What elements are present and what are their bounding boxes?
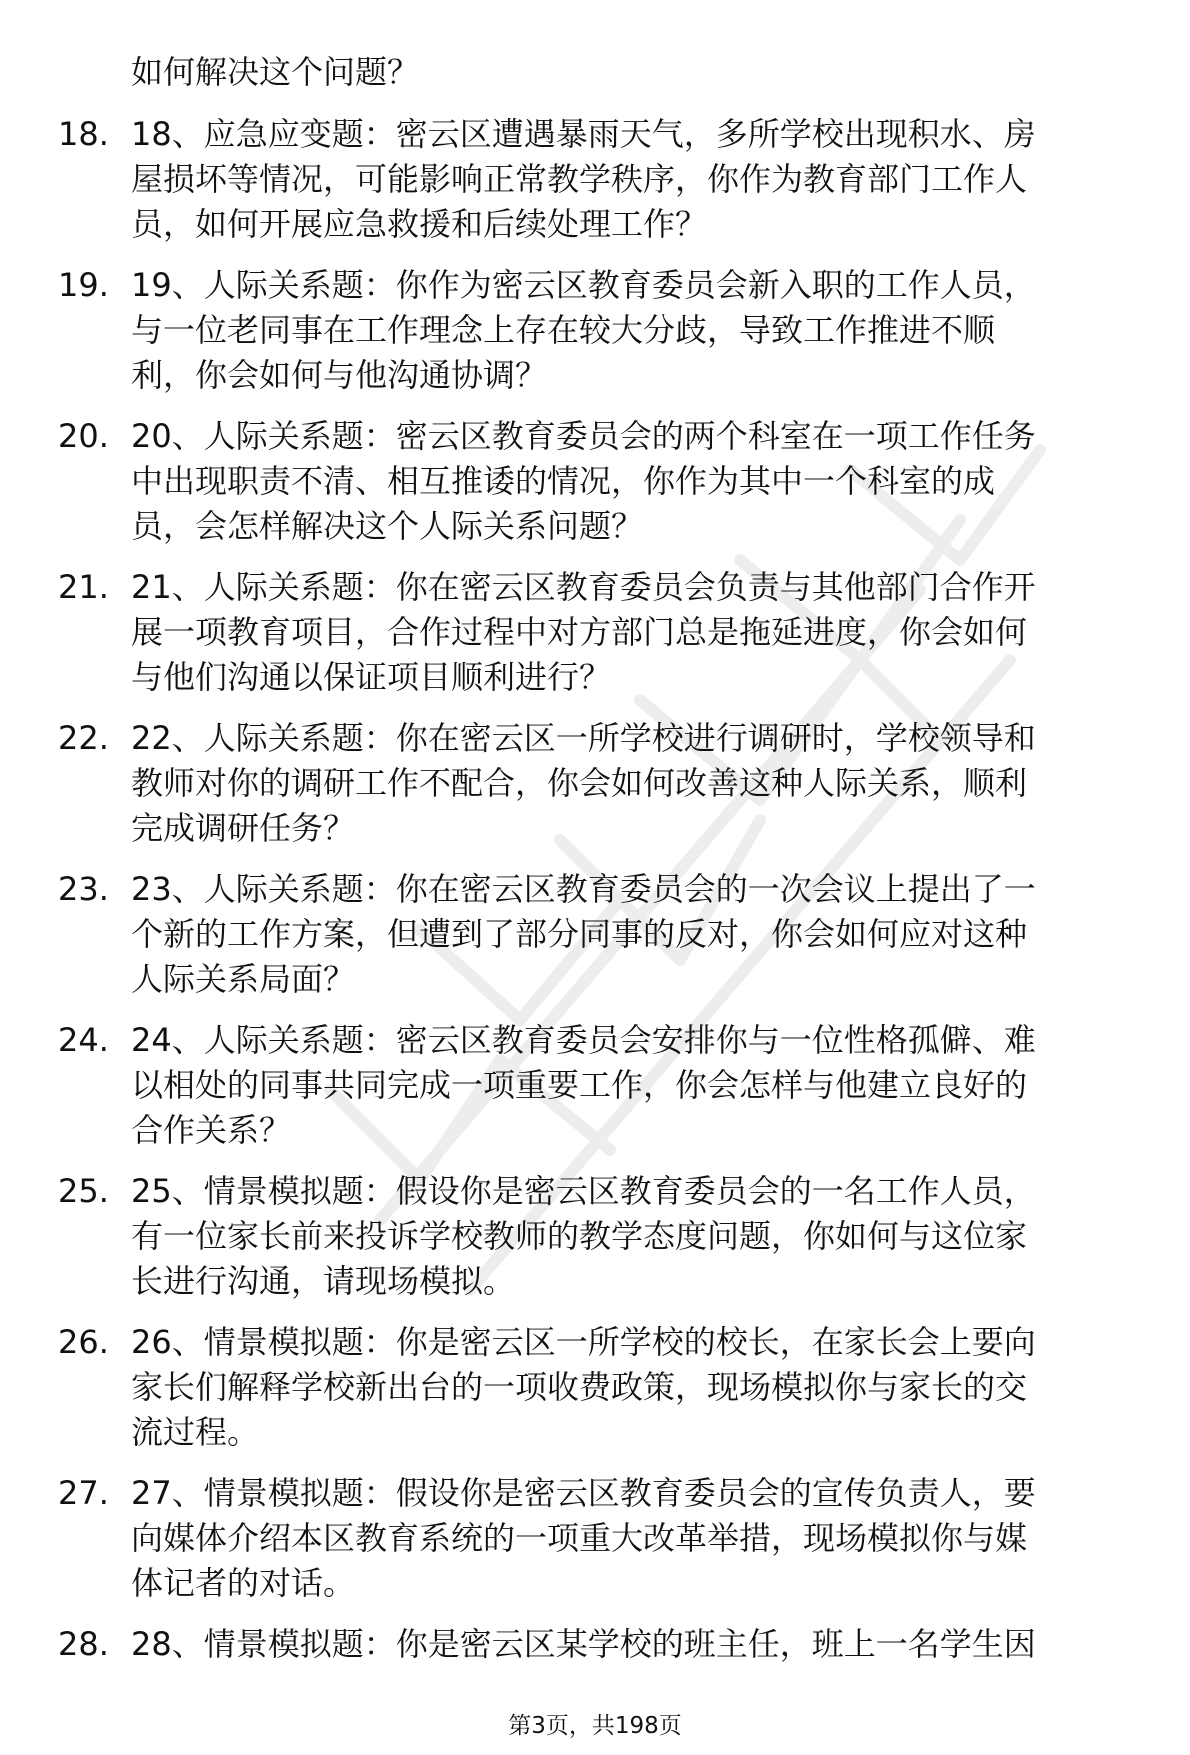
question-number: 19. — [58, 266, 109, 304]
question-line: 员，会怎样解决这个人际关系问题？ — [131, 507, 644, 545]
question-line: 24、人际关系题：密云区教育委员会安排你与一位性格孤僻、难 — [131, 1021, 1036, 1059]
question-line: 19、人际关系题：你作为密云区教育委员会新入职的工作人员， — [131, 266, 1036, 304]
question-number: 27. — [58, 1474, 109, 1512]
question-text — [131, 1018, 1161, 1153]
question-line: 展一项教育项目，合作过程中对方部门总是拖延进度，你会如何 — [131, 613, 1028, 651]
question-text — [131, 112, 1161, 247]
question-number: 22. — [58, 719, 109, 757]
question-number: 28. — [58, 1625, 109, 1663]
question-text — [131, 1320, 1161, 1455]
question-text — [131, 1471, 1161, 1606]
question-line: 27、情景模拟题：假设你是密云区教育委员会的宣传负责人，要 — [131, 1474, 1036, 1512]
question-line: 家长们解释学校新出台的一项收费政策，现场模拟你与家长的交 — [131, 1368, 1028, 1406]
question-line: 体记者的对话。 — [131, 1564, 356, 1602]
question-line: 人际关系局面？ — [131, 960, 356, 998]
question-line: 28、情景模拟题：你是密云区某学校的班主任，班上一名学生因 — [131, 1625, 1036, 1663]
question-line: 教师对你的调研工作不配合，你会如何改善这种人际关系，顺利 — [131, 764, 1028, 802]
question-line: 20、人际关系题：密云区教育委员会的两个科室在一项工作任务 — [131, 417, 1036, 455]
question-number: 21. — [58, 568, 109, 606]
question-line: 与一位老同事在工作理念上存在较大分歧，导致工作推进不顺 — [131, 311, 996, 349]
question-text — [131, 716, 1161, 851]
question-line: 合作关系？ — [131, 1111, 292, 1149]
question-line: 屋损坏等情况，可能影响正常教学秩序，你作为教育部门工作人 — [131, 160, 1028, 198]
question-line: 长进行沟通，请现场模拟。 — [131, 1262, 516, 1300]
question-line: 有一位家长前来投诉学校教师的教学态度问题，你如何与这位家 — [131, 1217, 1028, 1255]
question-line: 中出现职责不清、相互推诿的情况，你作为其中一个科室的成 — [131, 462, 996, 500]
question-number: 24. — [58, 1021, 109, 1059]
question-text — [131, 565, 1161, 700]
question-line: 23、人际关系题：你在密云区教育委员会的一次会议上提出了一 — [131, 870, 1036, 908]
question-number: 18. — [58, 115, 109, 153]
question-line: 25、情景模拟题：假设你是密云区教育委员会的一名工作人员， — [131, 1172, 1036, 1210]
question-line: 18、应急应变题：密云区遭遇暴雨天气，多所学校出现积水、房 — [131, 115, 1036, 153]
page-footer: 第3页，共198页 — [508, 1713, 682, 1739]
question-number: 25. — [58, 1172, 109, 1210]
question-line: 个新的工作方案，但遭到了部分同事的反对，你会如何应对这种 — [131, 915, 1028, 953]
continued-question-text: 如何解决这个问题？ — [131, 53, 420, 91]
question-line: 员，如何开展应急救援和后续处理工作？ — [131, 205, 708, 243]
question-line: 向媒体介绍本区教育系统的一项重大改革举措，现场模拟你与媒 — [131, 1519, 1028, 1557]
question-number: 20. — [58, 417, 109, 455]
question-text — [131, 1169, 1161, 1304]
question-line: 22、人际关系题：你在密云区一所学校进行调研时，学校领导和 — [131, 719, 1036, 757]
question-line: 以相处的同事共同完成一项重要工作，你会怎样与他建立良好的 — [131, 1066, 1028, 1104]
question-line: 利，你会如何与他沟通协调？ — [131, 356, 548, 394]
question-text — [131, 1622, 1161, 1667]
question-line: 21、人际关系题：你在密云区教育委员会负责与其他部门合作开 — [131, 568, 1036, 606]
question-line: 流过程。 — [131, 1413, 260, 1451]
question-text — [131, 414, 1161, 549]
question-line: 与他们沟通以保证项目顺利进行？ — [131, 658, 612, 696]
question-text — [131, 263, 1161, 398]
question-number: 23. — [58, 870, 109, 908]
question-line: 26、情景模拟题：你是密云区一所学校的校长，在家长会上要向 — [131, 1323, 1036, 1361]
question-text — [131, 867, 1161, 1002]
question-number: 26. — [58, 1323, 109, 1361]
question-line: 完成调研任务？ — [131, 809, 356, 847]
